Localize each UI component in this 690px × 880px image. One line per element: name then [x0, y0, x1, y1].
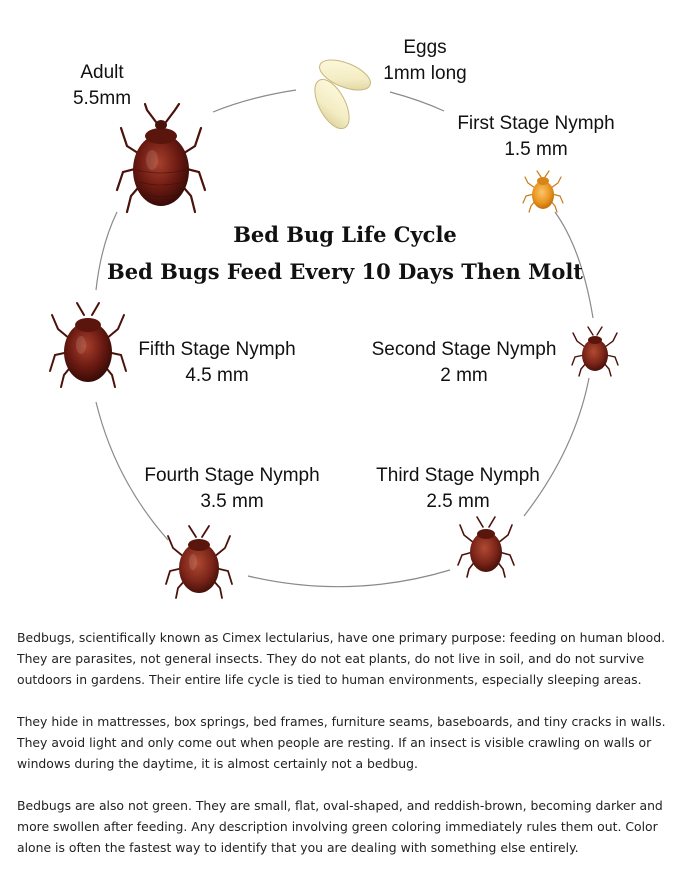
arc-eggs-first: [390, 92, 444, 111]
stage-name: Eggs: [403, 37, 447, 58]
stage-size: 2 mm: [440, 365, 488, 386]
first-stage-nymph-icon: [523, 171, 563, 212]
stage-size: 3.5 mm: [200, 491, 264, 512]
stage-size: 2.5 mm: [426, 491, 490, 512]
article-paragraph: Bedbugs, scientifically known as Cimex lectularius, have one primary purpose: feeding on human blood. They are parasites, not general insects. They do not eat plants, do not live in soil, and do not survive outdoors in gardens. Their entire life cycle is tied to human environments, especially sleeping areas.: [17, 630, 666, 687]
stage-label-adult: [52, 60, 152, 112]
stage-name: Third Stage Nymph: [376, 465, 540, 486]
fifth-stage-nymph-icon: [50, 303, 126, 387]
stage-name: First Stage Nymph: [457, 113, 615, 134]
diagram-subtitle: Bed Bugs Feed Every 10 Days Then Molt: [106, 259, 584, 284]
stage-name: Second Stage Nymph: [371, 339, 557, 360]
stage-label-second-stage-nymph: [354, 337, 574, 389]
third-stage-nymph-icon: [458, 517, 514, 577]
arc-third-fourth: [248, 570, 450, 587]
article-paragraph: They hide in mattresses, box springs, bed frames, furniture seams, baseboards, and tiny cracks in walls. They avoid light and only come out when people are resting. If an insect is visible crawling on walls or windows during the daytime, it is almost certainly not a bedbug.: [17, 714, 666, 771]
stage-label-third-stage-nymph: [355, 463, 561, 515]
stage-label-fifth-stage-nymph: [121, 337, 313, 389]
diagram-title: Bed Bug Life Cycle: [233, 222, 457, 247]
adult-bed-bug-icon: [117, 104, 205, 212]
stage-label-fourth-stage-nymph: [125, 463, 339, 515]
fourth-stage-nymph-icon: [166, 526, 232, 598]
stage-name: Fourth Stage Nymph: [144, 465, 320, 486]
stage-name: Fifth Stage Nymph: [138, 339, 296, 360]
stage-size: 1.5 mm: [504, 139, 568, 160]
stage-size: 5.5mm: [72, 88, 132, 109]
stage-size: 4.5 mm: [185, 365, 249, 386]
second-stage-nymph-icon: [572, 327, 618, 376]
stage-name: Adult: [80, 62, 124, 83]
stage-label-first-stage-nymph: [436, 111, 636, 163]
article-paragraph: Bedbugs are also not green. They are small, flat, oval-shaped, and reddish-brown, becoming darker and more swollen after feeding. Any description involving green coloring immediately rules them out. Color alone is often the fastest way to identify that you are dealing with something else entirely.: [17, 798, 663, 855]
stage-label-eggs: [365, 35, 485, 87]
article-body: [17, 627, 672, 879]
arc-adult-eggs: [213, 90, 296, 112]
stage-size: 1mm long: [383, 63, 467, 84]
